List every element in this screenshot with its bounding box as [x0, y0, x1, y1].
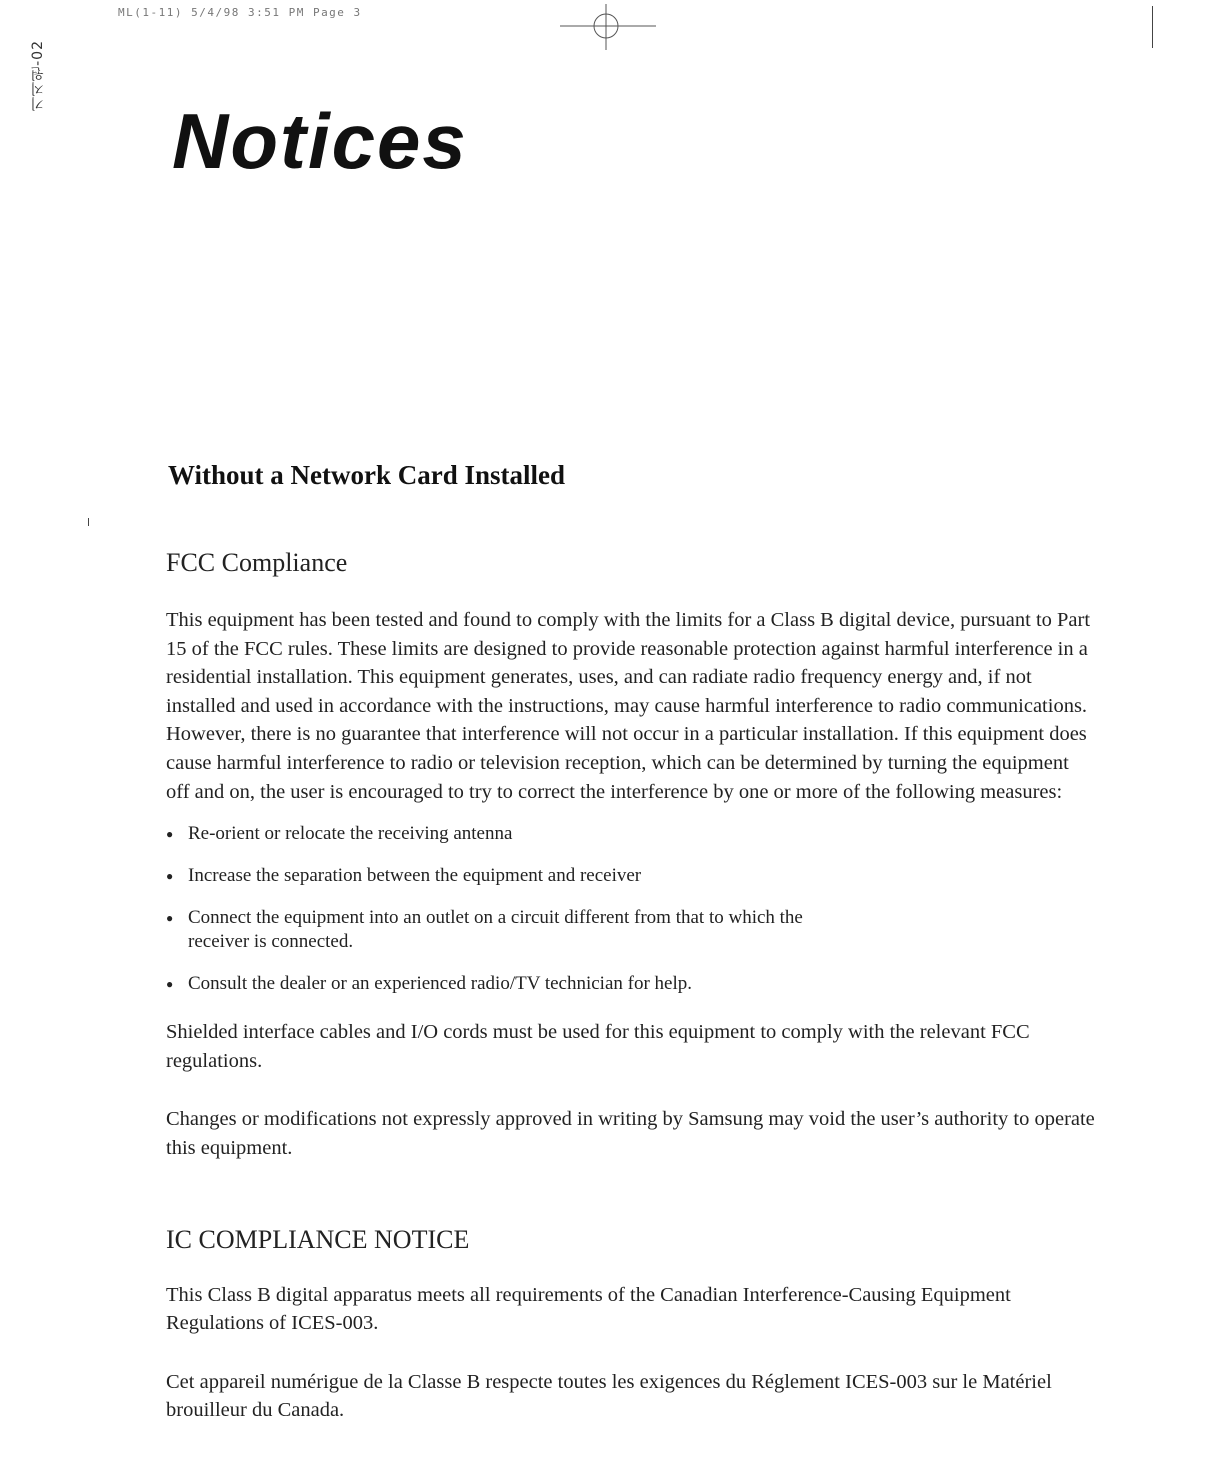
ic-heading: IC COMPLIANCE NOTICE: [166, 1224, 470, 1254]
registration-mark-icon: [560, 4, 656, 50]
ic-french-paragraph: Cet appareil numérigue de la Classe B respecte toutes les exigences du Réglement ICES-003 sur le Matériel brouilleur du Canada.: [166, 1370, 1052, 1422]
fcc-heading: FCC Compliance: [166, 548, 348, 577]
crop-tick: [1152, 6, 1153, 48]
crop-tick: [88, 518, 89, 526]
measures-list: [166, 822, 1096, 996]
section-heading: Without a Network Card Installed: [168, 460, 566, 490]
ic-english-paragraph: This Class B digital apparatus meets all requirements of the Canadian Interference-Causing Equipment Regulations of ICES-003.: [166, 1283, 1011, 1335]
side-label: 기지원-02: [30, 40, 46, 111]
page-content: [166, 548, 1096, 1425]
shielded-cables-paragraph: Shielded interface cables and I/O cords must be used for this equipment to comply with the relevant FCC regulations.: [166, 1021, 1030, 1072]
list-item: ● Re-orient or relocate the receiving antenna: [166, 822, 1096, 846]
list-item: ● Increase the separation between the equipment and receiver: [166, 864, 1096, 888]
list-item: ● Consult the dealer or an experienced radio/TV technician for help.: [166, 972, 1096, 996]
changes-paragraph: Changes or modifications not expressly approved in writing by Samsung may void the user’s authority to operate this equipment.: [166, 1108, 1095, 1159]
list-item: ● Connect the equipment into an outlet on a circuit different from that to which the receiver is connected.: [166, 906, 848, 954]
print-header: ML(1-11) 5/4/98 3:51 PM Page 3: [118, 6, 362, 19]
page-title: Notices: [172, 97, 468, 185]
fcc-paragraph: This equipment has been tested and found to comply with the limits for a Class B digital device, pursuant to Part 15 of the FCC rules. These limits are designed to provide reasonable protection against harmful interference in a residential installation. This equipment generates, uses, and can radiate radio frequency energy and, if not installed and used in accordance with the instructions, may cause harmful interference to radio communications. However, there is no guarantee that interference will not occur in a particular installation. If this equipment does cause harmful interference to radio or television reception, which can be determined by turning the equipment off and on, the user is encouraged to try to correct the interference by one or more of the following measures:: [166, 609, 1091, 803]
